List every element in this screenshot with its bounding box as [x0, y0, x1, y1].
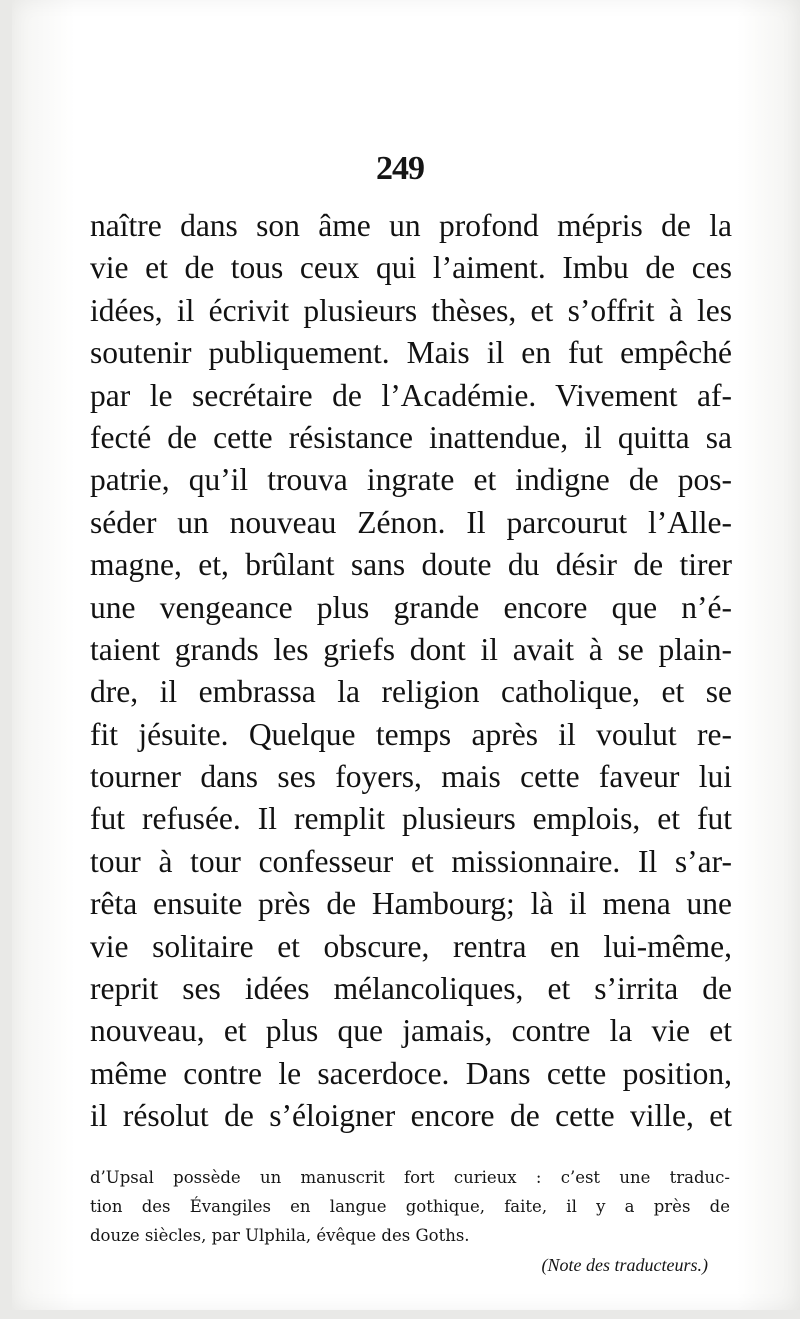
text-line: nouveau, et plus que jamais, contre la vie et [90, 1013, 732, 1049]
main-text [90, 205, 732, 1138]
text-line: naître dans son âme un profond mépris de la [90, 208, 732, 243]
text-line: taient grands les griefs dont il avait à se plain- [90, 631, 732, 667]
text-line: par le secrétaire de l’Académie. Vivement af- [90, 377, 732, 413]
text-line: reprit ses idées mélancoliques, et s’irrita de [90, 971, 732, 1007]
footnote-line: douze siècles, par Ulphila, évêque des Goths. [90, 1226, 470, 1245]
text-line: fit jésuite. Quelque temps après il voulut re- [90, 716, 732, 752]
text-line: fut refusée. Il remplit plusieurs emplois, et fut [90, 801, 732, 837]
text-line: fecté de cette résistance inattendue, il quitta sa [90, 419, 732, 455]
footnote-line: tion des Évangiles en langue gothique, faite, il y a près de [90, 1197, 730, 1216]
text-line: tour à tour confesseur et missionnaire. Il s’ar- [90, 843, 732, 879]
page-number: 249 [376, 150, 424, 187]
text-line: patrie, qu’il trouva ingrate et indigne de pos- [90, 462, 732, 498]
text-line: rêta ensuite près de Hambourg; là il mena une [90, 886, 732, 922]
footnote [90, 1163, 730, 1280]
text-line: dre, il embrassa la religion catholique, et se [90, 674, 732, 710]
footnote-line: d’Upsal possède un manuscrit fort curieux : c’est une traduc- [90, 1168, 730, 1187]
text-line: idées, il écrivit plusieurs thèses, et s’offrit à les [90, 292, 732, 328]
text-line: vie solitaire et obscure, rentra en lui-même, [90, 928, 732, 964]
text-line: tourner dans ses foyers, mais cette faveur lui [90, 759, 732, 795]
text-line: une vengeance plus grande encore que n’é- [90, 589, 732, 625]
footnote-signature: (Note des traducteurs.) [541, 1255, 708, 1275]
text-line: même contre le sacerdoce. Dans cette position, [90, 1055, 732, 1091]
text-line: vie et de tous ceux qui l’aiment. Imbu de ces [90, 250, 732, 286]
text-line: soutenir publiquement. Mais il en fut empêché [90, 335, 732, 371]
text-line: séder un nouveau Zénon. Il parcourut l’Alle- [90, 504, 732, 540]
text-line: il résolut de s’éloigner encore de cette ville, et [90, 1098, 732, 1134]
text-line: magne, et, brûlant sans doute du désir de tirer [90, 547, 732, 583]
